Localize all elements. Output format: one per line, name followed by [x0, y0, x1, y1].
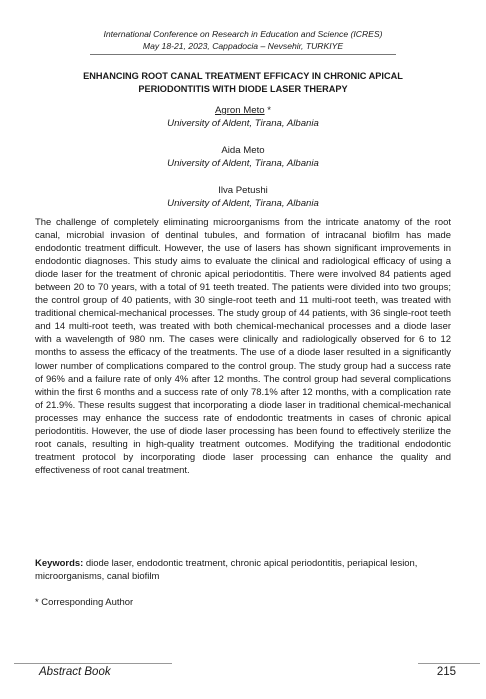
author-name: Agron Meto [214, 105, 265, 116]
author-block [0, 104, 486, 130]
footer-divider-right [418, 663, 480, 664]
keywords-label: Keywords: [35, 558, 84, 569]
author-block [0, 184, 486, 210]
author-name: Ilva Petushi [218, 185, 268, 196]
header-divider [90, 54, 396, 55]
footer-divider-left [14, 663, 172, 664]
running-header [0, 28, 486, 52]
conference-name: International Conference on Research in Education and Science (ICRES) [103, 29, 383, 39]
title-line-2: PERIODONTITIS WITH DIODE LASER THERAPY [138, 84, 348, 94]
title-line-1: ENHANCING ROOT CANAL TREATMENT EFFICACY IN CHRONIC APICAL [83, 71, 403, 81]
corresponding-author-note: * Corresponding Author [35, 597, 134, 608]
keywords-paragraph [35, 557, 451, 583]
author-affiliation: University of Aldent, Tirana, Albania [167, 158, 319, 169]
author-affiliation: University of Aldent, Tirana, Albania [167, 118, 319, 129]
author-list [0, 104, 486, 224]
page-number: 215 [436, 666, 456, 678]
footer-book-title: Abstract Book [39, 666, 111, 678]
author-name: Aida Meto [221, 145, 265, 156]
keywords-list: diode laser, endodontic treatment, chronic apical periodontitis, periapical lesion, microorganisms, canal biofilm [35, 558, 418, 583]
author-affiliation: University of Aldent, Tirana, Albania [167, 198, 319, 209]
author-block [0, 144, 486, 170]
author-corresponding-mark: * [264, 105, 271, 116]
paper-title [40, 70, 446, 96]
conference-dates-location: May 18-21, 2023, Cappadocia – Nevsehir, TURKIYE [142, 41, 344, 51]
abstract-body: The challenge of completely eliminating microorganisms from the intricate anatomy of the root canal, microbial invasion of dentinal tubules, and formation of intracanal biofilm has made endodontic treatment difficult. However, the use of lasers has shown significant improvements in endodontic diagnoses. This study aims to evaluate the clinical and radiological efficacy of using a diode laser for the treatment of chronic apical periodontitis. There were involved 84 patients aged between 20 to 70 years, with a total of 91 teeth treated. The patients were divided into two groups; the control group of 40 patients, with 30 single-root teeth and 11 multi-root teeth, was treated with traditional chemical-mechanical processes. The study group of 44 patients, with 36 single-root teeth and 14 multi-root teeth, was treated with both chemical-mechanical processes and a diode laser with a wavelength of 980 nm. The cases were clinically and radiologically observed for 6 to 12 months to assess the efficacy of the treatments. The use of a diode laser resulted in a significantly lower number of complications compared to the control group. The study group had a success rate of 96% and a failure rate of only 4% after 12 months. The control group had several complications within the first 6 months and a success rate of only 78.1% after 12 months, with a complication rate of 21.9%. These results suggest that incorporating a diode laser in traditional chemical-mechanical processes may enhance the success rate of endodontic treatments in cases of chronic apical periodontitis. However, the use of diode laser processing has been found to effectively sterilize the root canals, resulting in high-quality treatment outcomes. Modifying the traditional endodontic treatment protocol by incorporating diode laser processing can enhance the quality and effectiveness of root canal treatment. [35, 217, 451, 476]
